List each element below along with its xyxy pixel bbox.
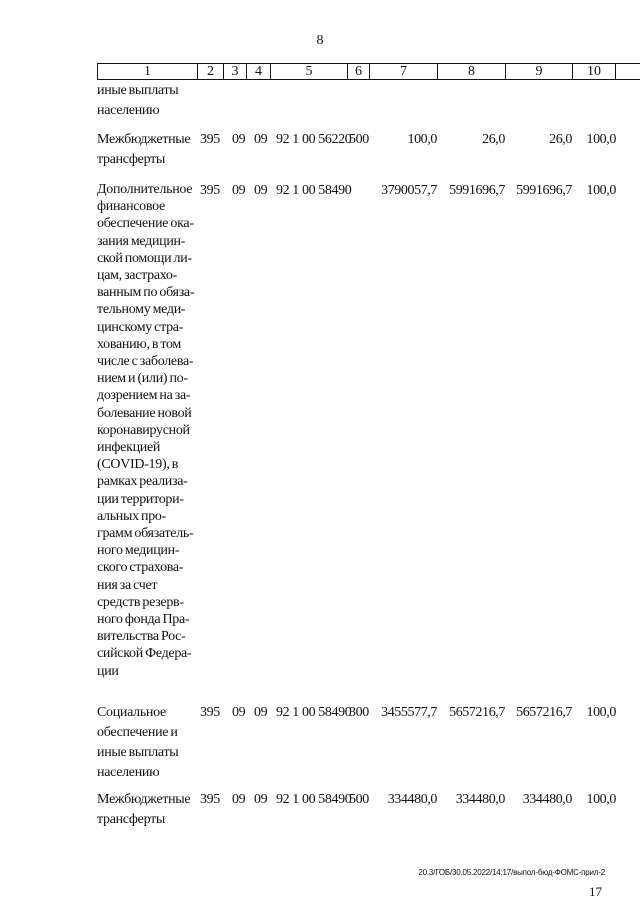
row-name-line: вительства Рос- [97, 629, 186, 645]
row-name-line: зания медицин- [97, 233, 186, 249]
row-name-line: Межбюджетные [97, 132, 191, 147]
row-name-line: цинскому стра- [97, 319, 184, 335]
row-rz: 09 [232, 183, 246, 198]
row-name-line: альных про- [97, 508, 166, 524]
row-name-line: Межбюджетные [97, 792, 191, 807]
row-name-line: нием и (или) по- [97, 371, 188, 387]
row-name-line: (COVID-19), в [97, 457, 179, 473]
row-value-9: 334480,0 [522, 792, 572, 807]
row-value-10: 100,0 [586, 792, 616, 807]
header-col-4: 4 [246, 64, 270, 79]
row-code: 395 [200, 792, 220, 807]
row-name-line: обеспечение ока- [97, 216, 194, 232]
header-col-7: 7 [369, 64, 437, 79]
row-name-line: болевание новой [97, 405, 192, 421]
row-pr: 09 [254, 705, 268, 720]
header-col-10: 10 [572, 64, 616, 79]
row-name-line: рамках реализа- [97, 474, 188, 490]
row-csr: 92 1 00 58490 [276, 792, 352, 807]
row-name-line: обеспечение и [97, 725, 178, 740]
row-value-8: 334480,0 [455, 792, 505, 807]
row-value-9: 5991696,7 [516, 183, 572, 198]
row-vr: 300 [349, 705, 369, 720]
row-name [97, 790, 195, 830]
table-header-row [97, 63, 640, 80]
row-name [97, 703, 195, 783]
header-col-8: 8 [437, 64, 505, 79]
row-name-line: трансферты [97, 152, 166, 167]
row-rz: 09 [232, 705, 246, 720]
row-value-7: 3455577,7 [381, 705, 437, 720]
row-name-line: дозрением на за- [97, 388, 191, 404]
row-name-line: тельному меди- [97, 302, 186, 318]
row-csr: 92 1 00 56220 [276, 132, 352, 147]
row-name-line: инфекцией [97, 440, 161, 456]
row-pr: 09 [254, 132, 268, 147]
row-value-10: 100,0 [586, 705, 616, 720]
header-col-6: 6 [347, 64, 369, 79]
row-name-line: иные выплаты [97, 745, 179, 760]
row-name-line: сийской Федера- [97, 646, 192, 662]
row-name-line: финансовое [97, 199, 165, 215]
row-value-7: 334480,0 [387, 792, 437, 807]
header-col-2: 2 [197, 64, 223, 79]
row-vr: 500 [349, 132, 369, 147]
row-name-line: Дополнительное [97, 182, 193, 197]
row-vr: 500 [349, 792, 369, 807]
row-name-line: средств резерв- [97, 594, 184, 610]
row-name-line: цам, застрахо- [97, 268, 177, 284]
row-name-line: иные выплаты [97, 83, 179, 98]
row-name-line: ции [97, 663, 119, 679]
row-pr: 09 [254, 792, 268, 807]
row-rz: 09 [232, 132, 246, 147]
row-name-line: грамм обязатель- [97, 526, 194, 542]
row-csr: 92 1 00 58490 [276, 183, 352, 198]
row-name-line: населению [97, 765, 160, 780]
row-rz: 09 [232, 792, 246, 807]
row-name-line: ного медицин- [97, 543, 180, 559]
row-code: 395 [200, 132, 220, 147]
row-name-line: ции территори- [97, 491, 184, 507]
document-footer-code: 20.3/ГОБ/30.05.2022/14:17/выпол-бюд-ФОМС-прил-2 [418, 868, 605, 877]
row-value-9: 5657216,7 [516, 705, 572, 720]
row-name-line: хованию, в том [97, 336, 181, 352]
row-name-line: Социальное [97, 705, 166, 720]
row-csr: 92 1 00 58490 [276, 705, 352, 720]
header-col-5: 5 [270, 64, 347, 79]
row-name [97, 81, 195, 121]
row-name [97, 130, 195, 170]
header-col-1: 1 [97, 64, 197, 79]
row-value-7: 100,0 [407, 132, 437, 147]
row-name-line: ванным по обяза- [97, 285, 195, 301]
row-value-8: 26,0 [482, 132, 505, 147]
row-value-9: 26,0 [549, 132, 572, 147]
row-code: 395 [200, 183, 220, 198]
header-col-3: 3 [223, 64, 246, 79]
row-name-line: населению [97, 103, 160, 118]
page-number-bottom: 17 [589, 884, 602, 899]
row-value-10: 100,0 [586, 132, 616, 147]
row-name-line: ного фонда Пра- [97, 612, 190, 628]
row-name-line: коронавирусной [97, 422, 190, 438]
row-name-line: ния за счет [97, 577, 158, 593]
row-value-7: 3790057,7 [381, 183, 437, 198]
row-pr: 09 [254, 183, 268, 198]
row-name [97, 181, 195, 680]
row-name-line: ского страхова- [97, 560, 184, 576]
page-number-top: 8 [316, 33, 324, 48]
row-name-line: ской помощи ли- [97, 250, 192, 266]
row-value-8: 5991696,7 [449, 183, 505, 198]
row-name-line: трансферты [97, 812, 166, 827]
header-col-9: 9 [505, 64, 572, 79]
row-value-8: 5657216,7 [449, 705, 505, 720]
row-code: 395 [200, 705, 220, 720]
row-value-10: 100,0 [586, 183, 616, 198]
row-name-line: числе с заболева- [97, 354, 194, 370]
